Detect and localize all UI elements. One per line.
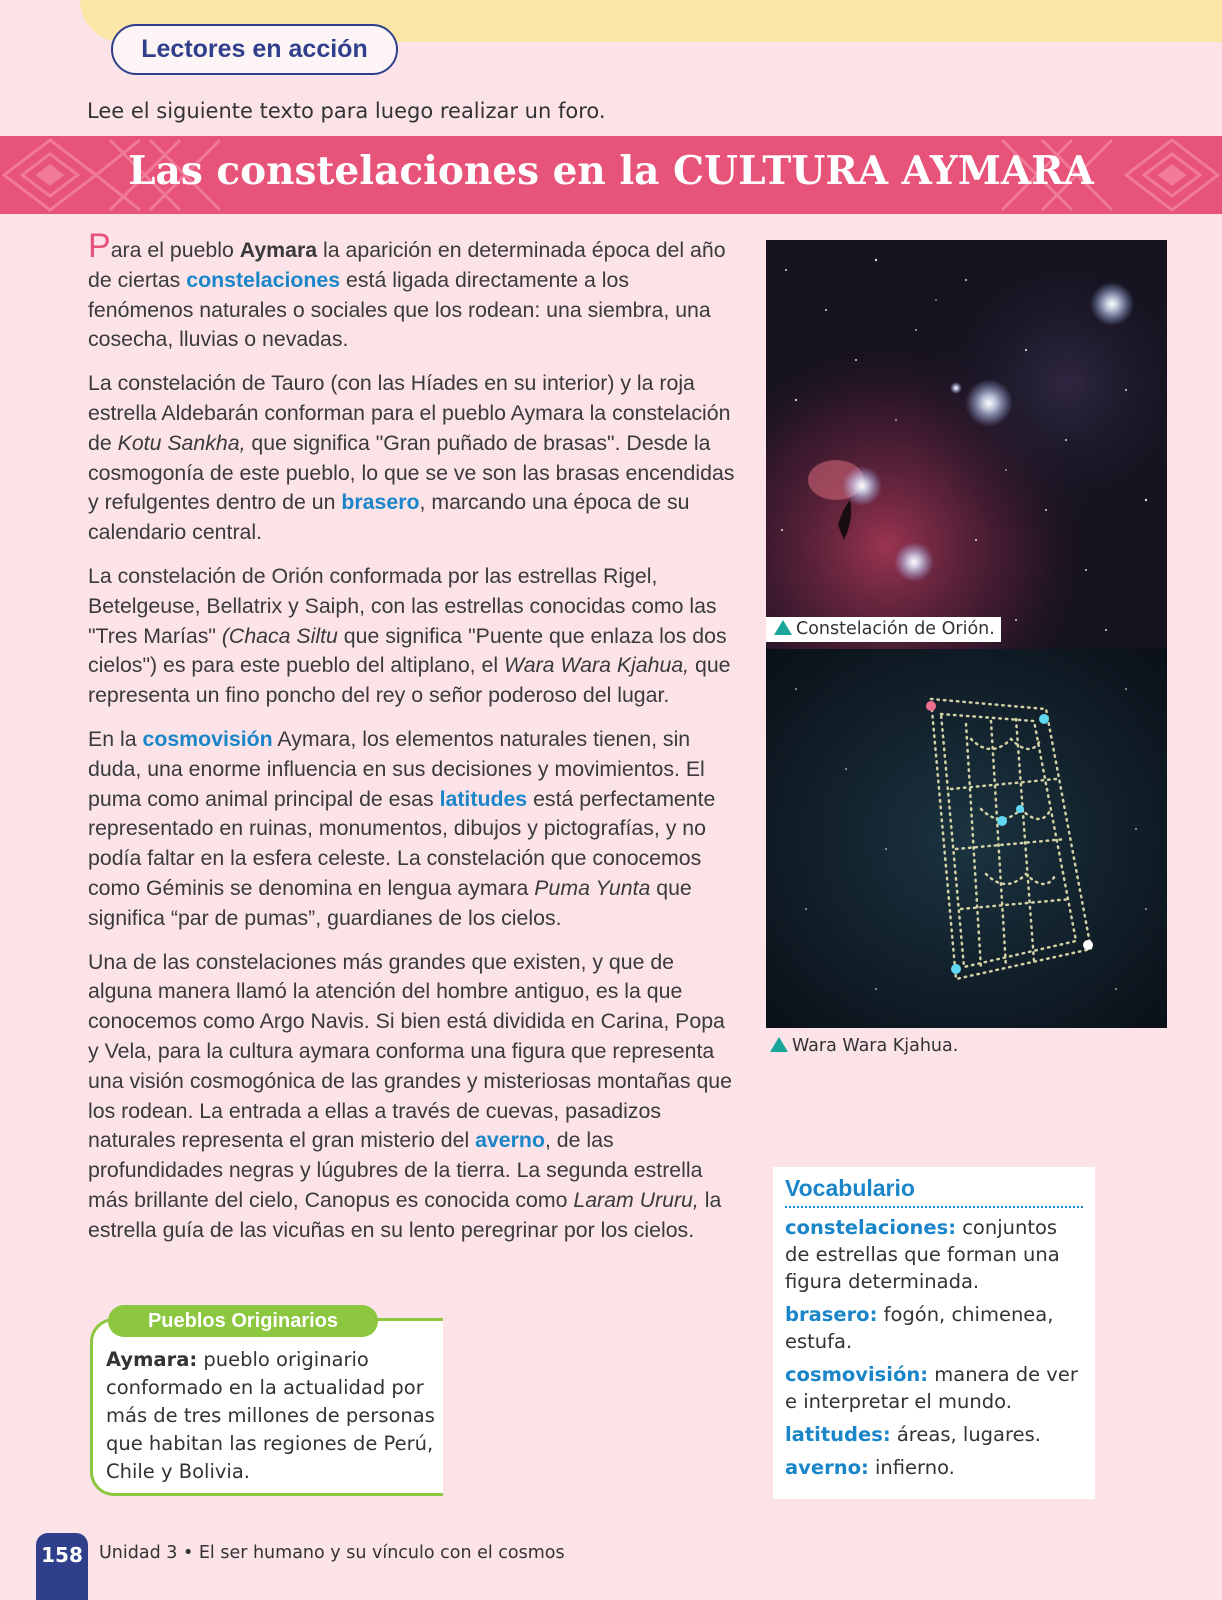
- text-run: En la: [88, 726, 143, 751]
- keyword-averno: averno: [475, 1128, 545, 1153]
- bold-term: Aymara: [239, 238, 318, 262]
- vocab-definition: áreas, lugares.: [890, 1423, 1041, 1446]
- text-run: La constelación de Orión conformada por las estrellas Rigel, Betelgeuse, Bellatrix y Saiph, con las estrellas conocidas como las "Tres Marías": [88, 563, 717, 648]
- vocab-definition: fogón, chimenea, estufa.: [785, 1303, 1054, 1353]
- orion-photo: [766, 240, 1167, 649]
- text-run: Una de las constelaciones más grandes que existen, y que de alguna manera llamó la atención del hombre antiguo, es la que conocemos como Argo Navis. Si bien está dividida en Carina, Popa y Vela, para la cultura aymara conforma una figura que representa una visión cosmogónica de las grandes y misteriosas montañas que los rodean. La entrada a ellas a través de cuevas, pasadizos naturales representa el gran misterio del: [88, 949, 732, 1153]
- italic-term: Laram Ururu,: [573, 1187, 699, 1212]
- text-run: ara el pueblo: [110, 238, 240, 262]
- text-run: , de las profundidades negras y lúgubres de la tierra. La segunda estrella más brillante del cielo, Canopus es conocida como: [88, 1128, 703, 1212]
- text-run: está perfectamente representado en ruinas, monumentos, dibujos y pictografías, y no podía faltar en la esfera celeste. La constelación que conocemos como Géminis se denomina en lengua aymara: [88, 786, 716, 900]
- italic-term: (Chaca Siltu: [221, 623, 338, 648]
- vocab-term: averno:: [785, 1456, 869, 1479]
- vocab-term: cosmovisión:: [785, 1363, 929, 1386]
- keyword-latitudes: latitudes: [439, 786, 528, 811]
- text-run: que significa “par de pumas”, guardianes de los cielos.: [88, 875, 692, 930]
- orion-caption: [766, 617, 1001, 642]
- italic-term: Kotu Sankha,: [117, 430, 246, 455]
- vocabulary-title: Vocabulario: [785, 1175, 1083, 1208]
- italic-term: Puma Yunta: [534, 875, 651, 900]
- text-run: que significa "Gran puñado de brasas". Desde la cosmogonía de este pueblo, lo que se ve son las brasas encendidas y refulgentes dentro de un: [88, 430, 735, 515]
- text-run: la estrella guía de las vicuñas en su lento peregrinar por los cielos.: [88, 1187, 722, 1242]
- pueblos-originarios-text: [106, 1346, 441, 1486]
- keyword-cosmovision: cosmovisión: [142, 726, 273, 751]
- paragraph-3: [88, 562, 738, 711]
- paragraph-5: [88, 948, 738, 1246]
- vocab-entry-cosmovision: [785, 1361, 1083, 1415]
- paragraph-4: [88, 725, 738, 934]
- vocab-entry-brasero: [785, 1301, 1083, 1355]
- caption-text: Constelación de Orión.: [796, 619, 995, 639]
- vocab-term: brasero:: [785, 1303, 878, 1326]
- page-number: 158: [36, 1533, 88, 1600]
- pueblos-originarios-tab: Pueblos Originarios: [108, 1305, 378, 1337]
- vocab-definition: manera de ver e interpretar el mundo.: [785, 1363, 1078, 1413]
- vocab-entry-constelaciones: [785, 1214, 1083, 1295]
- wara-caption: [770, 1036, 958, 1056]
- page-title: Las constelaciones en la CULTURA AYMARA: [128, 148, 1094, 194]
- vocab-term: latitudes:: [785, 1423, 891, 1446]
- italic-term: Wara Wara Kjahua,: [504, 653, 690, 678]
- vocab-entry-latitudes: [785, 1421, 1083, 1448]
- vocab-term: constelaciones:: [785, 1216, 956, 1239]
- keyword-constelaciones: constelaciones: [186, 267, 341, 292]
- unit-footer: Unidad 3 • El ser humano y su vínculo con el cosmos: [99, 1543, 565, 1563]
- keyword-brasero: brasero: [341, 490, 420, 515]
- pueblos-definition: pueblo originario conformado en la actualidad por más de tres millones de personas que habitan las regiones de Perú, Chile y Bolivia.: [106, 1348, 435, 1483]
- article-body: [88, 227, 738, 1260]
- title-banner: [0, 136, 1222, 214]
- vocab-definition: infierno.: [868, 1456, 955, 1479]
- wara-wara-kjahua-illustration: [766, 649, 1167, 1028]
- triangle-marker-icon: [774, 620, 792, 635]
- text-run: está ligada directamente a los fenómenos naturales o sociales que los rodean: una siembra, una cosecha, lluvias o nevadas.: [88, 267, 711, 352]
- text-run: , marcando una época de su calendario central.: [88, 490, 690, 545]
- caption-text: Wara Wara Kjahua.: [792, 1036, 959, 1056]
- paragraph-2: [88, 369, 738, 548]
- intro-instruction: Lee el siguiente texto para luego realizar un foro.: [87, 99, 606, 123]
- vocab-definition: conjuntos de estrellas que forman una figura determinada.: [785, 1216, 1060, 1293]
- text-run: la aparición en determinada época del año de ciertas: [88, 238, 726, 292]
- pueblos-term: Aymara:: [106, 1348, 198, 1371]
- triangle-marker-icon: [770, 1037, 788, 1052]
- section-label: Lectores en acción: [111, 24, 398, 75]
- vocab-entry-averno: [785, 1454, 1083, 1481]
- text-run: La constelación de Tauro (con las Híades en su interior) y la roja estrella Aldebarán conforman para el pueblo Aymara la constelación de: [88, 371, 731, 455]
- drop-cap: P: [88, 227, 111, 265]
- paragraph-1: [88, 227, 738, 355]
- vocabulary-box: [773, 1167, 1095, 1499]
- text-run: que significa "Puente que enlaza los dos cielos") es para este pueblo del altiplano, el: [88, 623, 727, 678]
- text-run: Aymara, los elementos naturales tienen, sin duda, una enorme influencia en sus decisiones y movimientos. El puma como animal principal de esas: [88, 726, 705, 811]
- text-run: que representa un fino poncho del rey o señor poderoso del lugar.: [88, 653, 731, 708]
